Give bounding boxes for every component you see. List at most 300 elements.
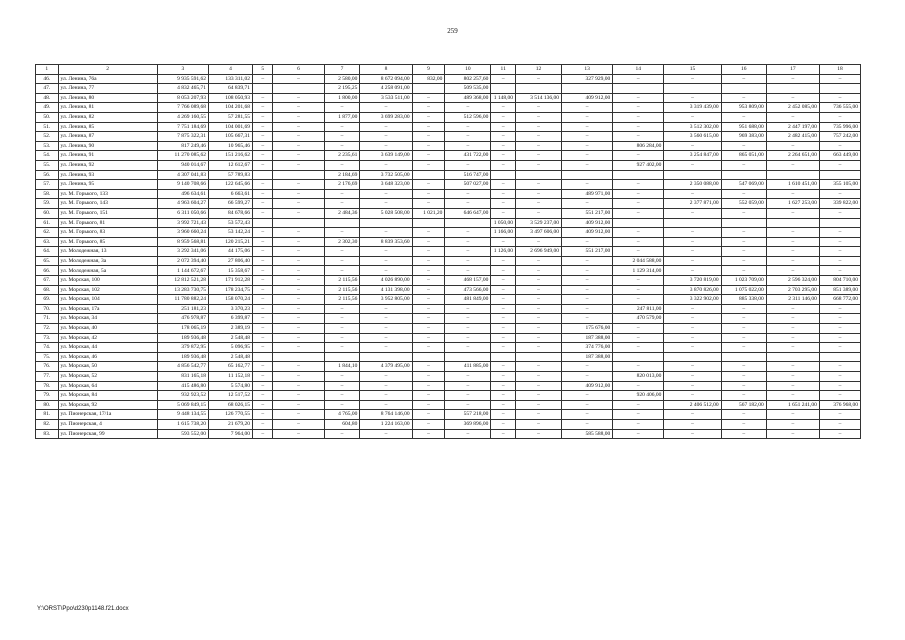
value-cell: – xyxy=(324,381,360,391)
value-cell: – xyxy=(664,237,721,247)
value-cell: 1 050,00 xyxy=(491,218,516,228)
value-cell: 468 157,00 xyxy=(445,276,491,286)
address-cell: ул. Ленина, 85 xyxy=(58,122,157,132)
value-cell: 2 311 146,00 xyxy=(766,295,819,305)
value-cell: 126 770,55 xyxy=(208,410,252,420)
value-cell: – xyxy=(252,160,272,170)
value-cell: – xyxy=(664,266,721,276)
value-cell: – xyxy=(273,151,324,161)
value-cell: – xyxy=(252,324,272,334)
value-cell: 133 311,02 xyxy=(208,74,252,84)
value-cell: 3 952 805,00 xyxy=(360,295,412,305)
value-cell: – xyxy=(360,381,412,391)
table-row xyxy=(36,381,861,391)
value-cell: – xyxy=(491,324,516,334)
value-cell: – xyxy=(412,256,445,266)
value-cell: 865 051,00 xyxy=(721,151,766,161)
value-cell: – xyxy=(412,228,445,238)
value-cell: – xyxy=(664,410,721,420)
value-cell xyxy=(515,170,561,180)
address-cell: ул. Морская, 102 xyxy=(58,285,157,295)
address-cell: ул. Морская, 44 xyxy=(58,343,157,353)
value-cell: – xyxy=(324,199,360,209)
value-cell: – xyxy=(491,103,516,113)
value-cell: 5 574,80 xyxy=(208,381,252,391)
value-cell: – xyxy=(664,362,721,372)
value-cell: – xyxy=(766,419,819,429)
value-cell: – xyxy=(664,208,721,218)
value-cell: – xyxy=(515,429,561,439)
value-cell: 108 050,93 xyxy=(208,93,252,103)
value-cell: – xyxy=(491,343,516,353)
address-cell: ул. Морская, 92 xyxy=(58,400,157,410)
value-cell: – xyxy=(252,112,272,122)
value-cell: – xyxy=(412,391,445,401)
value-cell: 251 181,23 xyxy=(157,304,208,314)
value-cell: 2 044 588,00 xyxy=(613,256,664,266)
value-cell: – xyxy=(324,391,360,401)
table-body xyxy=(36,74,861,439)
value-cell: 551 217,00 xyxy=(562,208,613,218)
value-cell: – xyxy=(273,160,324,170)
value-cell: – xyxy=(491,256,516,266)
value-cell: 355 105,00 xyxy=(819,180,860,190)
value-cell: – xyxy=(515,400,561,410)
value-cell: – xyxy=(360,228,412,238)
value-cell: – xyxy=(491,122,516,132)
value-cell: 551 217,00 xyxy=(562,247,613,257)
value-cell: – xyxy=(515,381,561,391)
value-cell: – xyxy=(515,208,561,218)
value-cell: – xyxy=(766,112,819,122)
column-header-18: 18 xyxy=(819,65,860,75)
value-cell: – xyxy=(273,304,324,314)
value-cell: 65 162,77 xyxy=(208,362,252,372)
value-cell: 552 059,00 xyxy=(721,199,766,209)
value-cell xyxy=(819,84,860,94)
value-cell: – xyxy=(562,132,613,142)
value-cell: – xyxy=(515,285,561,295)
value-cell: 1 129 314,00 xyxy=(613,266,664,276)
value-cell: 409 912,00 xyxy=(562,93,613,103)
value-cell: – xyxy=(252,372,272,382)
value-cell: – xyxy=(445,324,491,334)
value-cell: – xyxy=(766,410,819,420)
value-cell: – xyxy=(445,160,491,170)
value-cell: – xyxy=(721,372,766,382)
value-cell: – xyxy=(819,256,860,266)
value-cell xyxy=(412,84,445,94)
value-cell: – xyxy=(721,93,766,103)
value-cell: 2 696 949,00 xyxy=(515,247,561,257)
value-cell: – xyxy=(515,391,561,401)
value-cell: 4 258 091,00 xyxy=(360,84,412,94)
footer-file-path: Y:\ORST\Ppo\d230p1148.f21.docx xyxy=(37,606,129,612)
value-cell: – xyxy=(562,237,613,247)
value-cell: – xyxy=(273,122,324,132)
data-table-container xyxy=(35,64,861,439)
value-cell: – xyxy=(273,256,324,266)
value-cell: – xyxy=(721,189,766,199)
table-row xyxy=(36,160,861,170)
value-cell: – xyxy=(491,189,516,199)
value-cell: – xyxy=(360,160,412,170)
row-number-cell: 82. xyxy=(36,419,59,429)
address-cell: ул. Ленина, 90 xyxy=(58,141,157,151)
row-number-cell: 69. xyxy=(36,295,59,305)
row-number-cell: 59. xyxy=(36,199,59,209)
row-number-cell: 56. xyxy=(36,170,59,180)
value-cell: – xyxy=(562,112,613,122)
row-number-cell: 60. xyxy=(36,208,59,218)
value-cell: – xyxy=(664,228,721,238)
row-number-cell: 64. xyxy=(36,247,59,257)
value-cell: – xyxy=(613,199,664,209)
value-cell xyxy=(721,352,766,362)
value-cell: – xyxy=(252,295,272,305)
value-cell: 4 131 398,00 xyxy=(360,285,412,295)
value-cell: 927 402,00 xyxy=(613,160,664,170)
value-cell: – xyxy=(664,112,721,122)
value-cell: 122 645,66 xyxy=(208,180,252,190)
value-cell: – xyxy=(360,199,412,209)
value-cell: – xyxy=(562,372,613,382)
row-number-cell: 48. xyxy=(36,93,59,103)
value-cell: – xyxy=(515,237,561,247)
value-cell: 2 482 415,00 xyxy=(766,132,819,142)
value-cell: – xyxy=(412,160,445,170)
value-cell: – xyxy=(491,199,516,209)
column-header-9: 9 xyxy=(412,65,445,75)
value-cell: – xyxy=(252,304,272,314)
value-cell: – xyxy=(445,314,491,324)
row-number-cell: 71. xyxy=(36,314,59,324)
value-cell: 3 639 149,00 xyxy=(360,151,412,161)
value-cell: – xyxy=(515,103,561,113)
value-cell: – xyxy=(613,122,664,132)
value-cell: 6 311 050,66 xyxy=(157,208,208,218)
value-cell xyxy=(491,352,516,362)
row-number-cell: 83. xyxy=(36,429,59,439)
value-cell: – xyxy=(445,189,491,199)
value-cell: – xyxy=(324,372,360,382)
value-cell: 2 176,69 xyxy=(324,180,360,190)
row-number-cell: 61. xyxy=(36,218,59,228)
value-cell: 178 234,75 xyxy=(208,285,252,295)
value-cell: – xyxy=(360,304,412,314)
value-cell: – xyxy=(360,343,412,353)
value-cell xyxy=(766,170,819,180)
value-cell: – xyxy=(360,256,412,266)
column-header-5: 5 xyxy=(252,65,272,75)
value-cell: – xyxy=(273,391,324,401)
value-cell: – xyxy=(412,93,445,103)
value-cell: – xyxy=(273,314,324,324)
value-cell: 1 166,00 xyxy=(491,228,516,238)
value-cell: 932 923,52 xyxy=(157,391,208,401)
value-cell: – xyxy=(515,151,561,161)
value-cell: – xyxy=(273,333,324,343)
value-cell: – xyxy=(491,160,516,170)
value-cell: – xyxy=(252,228,272,238)
table-row xyxy=(36,276,861,286)
table-row xyxy=(36,324,861,334)
value-cell: – xyxy=(766,324,819,334)
value-cell: – xyxy=(491,391,516,401)
value-cell: – xyxy=(819,410,860,420)
value-cell: 3 992 721,43 xyxy=(157,218,208,228)
value-cell: – xyxy=(252,208,272,218)
value-cell: 1 023 709,00 xyxy=(721,276,766,286)
value-cell: – xyxy=(412,381,445,391)
value-cell: – xyxy=(445,228,491,238)
value-cell: 11 152,18 xyxy=(208,372,252,382)
value-cell xyxy=(252,84,272,94)
value-cell: – xyxy=(252,189,272,199)
value-cell: – xyxy=(360,247,412,257)
value-cell: – xyxy=(562,314,613,324)
value-cell: – xyxy=(491,141,516,151)
value-cell: 8 959 568,81 xyxy=(157,237,208,247)
address-cell: ул. Ленина, 87 xyxy=(58,132,157,142)
value-cell: – xyxy=(721,362,766,372)
table-row xyxy=(36,352,861,362)
value-cell: 178 065,19 xyxy=(157,324,208,334)
value-cell: 415 486,80 xyxy=(157,381,208,391)
value-cell: – xyxy=(515,372,561,382)
row-number-cell: 74. xyxy=(36,343,59,353)
value-cell: – xyxy=(562,141,613,151)
value-cell: – xyxy=(819,208,860,218)
table-row xyxy=(36,228,861,238)
value-cell: – xyxy=(491,237,516,247)
value-cell: – xyxy=(273,93,324,103)
value-cell: – xyxy=(445,333,491,343)
value-cell: – xyxy=(412,410,445,420)
table-row xyxy=(36,141,861,151)
value-cell: 8 764 146,00 xyxy=(360,410,412,420)
value-cell: 409 912,00 xyxy=(562,228,613,238)
value-cell: – xyxy=(721,208,766,218)
value-cell: – xyxy=(412,199,445,209)
value-cell: – xyxy=(562,419,613,429)
value-cell: 3 732 505,00 xyxy=(360,170,412,180)
value-cell: – xyxy=(412,419,445,429)
value-cell: 15 358,67 xyxy=(208,266,252,276)
value-cell: – xyxy=(491,266,516,276)
value-cell: 470 579,00 xyxy=(613,314,664,324)
value-cell: – xyxy=(324,256,360,266)
value-cell: 757 242,00 xyxy=(819,132,860,142)
row-number-cell: 62. xyxy=(36,228,59,238)
value-cell: 2 195,25 xyxy=(324,84,360,94)
value-cell: – xyxy=(819,141,860,151)
value-cell: 2 235,61 xyxy=(324,151,360,161)
table-row xyxy=(36,419,861,429)
value-cell: – xyxy=(252,132,272,142)
value-cell: 885 338,00 xyxy=(721,295,766,305)
value-cell: – xyxy=(252,103,272,113)
value-cell: – xyxy=(819,419,860,429)
value-cell: – xyxy=(324,324,360,334)
value-cell: – xyxy=(412,314,445,324)
value-cell: – xyxy=(613,324,664,334)
address-cell: ул. Морская, 52 xyxy=(58,372,157,382)
value-cell: – xyxy=(515,122,561,132)
value-cell: – xyxy=(766,266,819,276)
address-cell: ул. Морская, 104 xyxy=(58,295,157,305)
value-cell xyxy=(766,352,819,362)
value-cell: 817 249,46 xyxy=(157,141,208,151)
value-cell: – xyxy=(613,237,664,247)
value-cell: 175 676,00 xyxy=(562,324,613,334)
value-cell xyxy=(613,84,664,94)
value-cell: 9 140 708,66 xyxy=(157,180,208,190)
value-cell: – xyxy=(819,372,860,382)
value-cell: – xyxy=(324,429,360,439)
table-row xyxy=(36,247,861,257)
value-cell: – xyxy=(324,141,360,151)
value-cell: 3 960 660,24 xyxy=(157,228,208,238)
value-cell: – xyxy=(721,324,766,334)
value-cell: – xyxy=(562,151,613,161)
value-cell xyxy=(273,84,324,94)
value-cell: 57 281,55 xyxy=(208,112,252,122)
address-cell: ул. Морская, 100 xyxy=(58,276,157,286)
value-cell: – xyxy=(766,74,819,84)
value-cell: – xyxy=(360,103,412,113)
value-cell: – xyxy=(819,237,860,247)
value-cell: 920 406,00 xyxy=(613,391,664,401)
value-cell: – xyxy=(819,112,860,122)
address-cell: ул. Ленина, 95 xyxy=(58,180,157,190)
value-cell xyxy=(252,218,272,228)
value-cell: 12 612,67 xyxy=(208,160,252,170)
column-header-2: 2 xyxy=(58,65,157,75)
value-cell: 512 596,00 xyxy=(445,112,491,122)
table-row xyxy=(36,218,861,228)
value-cell: 804 710,00 xyxy=(819,276,860,286)
value-cell: 2 484,36 xyxy=(324,208,360,218)
value-cell: – xyxy=(766,256,819,266)
value-cell: – xyxy=(664,419,721,429)
value-cell: 1 075 022,00 xyxy=(721,285,766,295)
value-cell: – xyxy=(324,314,360,324)
value-cell: – xyxy=(491,208,516,218)
value-cell: – xyxy=(412,304,445,314)
address-cell: ул. Пионерская, 17/1а xyxy=(58,410,157,420)
value-cell: 3 254 847,00 xyxy=(664,151,721,161)
value-cell: – xyxy=(360,324,412,334)
value-cell: 646 647,00 xyxy=(445,208,491,218)
value-cell: – xyxy=(252,93,272,103)
value-cell: – xyxy=(445,199,491,209)
value-cell: – xyxy=(819,429,860,439)
table-row xyxy=(36,122,861,132)
value-cell: 339 822,00 xyxy=(819,199,860,209)
row-number-cell: 76. xyxy=(36,362,59,372)
value-cell: 663 449,00 xyxy=(819,151,860,161)
value-cell: – xyxy=(412,285,445,295)
value-cell xyxy=(562,84,613,94)
value-cell: – xyxy=(819,333,860,343)
value-cell: 1 800,00 xyxy=(324,93,360,103)
value-cell: – xyxy=(324,132,360,142)
value-cell: 831 165,18 xyxy=(157,372,208,382)
value-cell: 21 679,20 xyxy=(208,419,252,429)
address-cell: ул. Ленина, 91 xyxy=(58,151,157,161)
value-cell: – xyxy=(562,122,613,132)
value-cell: 2 447 197,00 xyxy=(766,122,819,132)
column-header-6: 6 xyxy=(273,65,324,75)
address-cell: ул. Ленина, 80 xyxy=(58,93,157,103)
value-cell: – xyxy=(412,103,445,113)
value-cell: 3 514 136,00 xyxy=(515,93,561,103)
value-cell: 409 912,00 xyxy=(562,218,613,228)
value-cell: 11 780 882,24 xyxy=(157,295,208,305)
value-cell: – xyxy=(515,333,561,343)
value-cell: 4 379 495,00 xyxy=(360,362,412,372)
value-cell: – xyxy=(445,132,491,142)
value-cell: 3 512 302,00 xyxy=(664,122,721,132)
address-cell: ул. Ленина, 77 xyxy=(58,84,157,94)
value-cell: 585 588,00 xyxy=(562,429,613,439)
value-cell: 10 965,46 xyxy=(208,141,252,151)
value-cell: – xyxy=(273,410,324,420)
value-cell: – xyxy=(613,180,664,190)
value-cell xyxy=(819,352,860,362)
value-cell: – xyxy=(613,103,664,113)
table-row xyxy=(36,237,861,247)
value-cell xyxy=(664,352,721,362)
value-cell xyxy=(324,352,360,362)
value-cell: 1 844,10 xyxy=(324,362,360,372)
value-cell: 3 370,23 xyxy=(208,304,252,314)
value-cell: – xyxy=(324,400,360,410)
value-cell: 951 688,00 xyxy=(721,122,766,132)
row-number-cell: 53. xyxy=(36,141,59,151)
value-cell: – xyxy=(252,247,272,257)
row-number-cell: 78. xyxy=(36,381,59,391)
value-cell: 2 115,56 xyxy=(324,295,360,305)
value-cell: 7 751 184,69 xyxy=(157,122,208,132)
value-cell: – xyxy=(273,295,324,305)
address-cell: ул. Молодежная, 3а xyxy=(58,256,157,266)
value-cell xyxy=(766,84,819,94)
value-cell xyxy=(721,170,766,180)
address-cell: ул. Ленина, 76а xyxy=(58,74,157,84)
value-cell: – xyxy=(412,141,445,151)
value-cell: – xyxy=(515,180,561,190)
value-cell: – xyxy=(613,343,664,353)
value-cell: 187 388,00 xyxy=(562,333,613,343)
table-row xyxy=(36,285,861,295)
value-cell: 2 580,00 xyxy=(324,74,360,84)
value-cell: – xyxy=(562,400,613,410)
value-cell: – xyxy=(273,419,324,429)
value-cell: – xyxy=(819,362,860,372)
value-cell: 2 452 085,00 xyxy=(766,103,819,113)
value-cell xyxy=(515,352,561,362)
column-header-10: 10 xyxy=(445,65,491,75)
row-number-cell: 58. xyxy=(36,189,59,199)
value-cell: – xyxy=(412,295,445,305)
value-cell: – xyxy=(766,160,819,170)
value-cell: – xyxy=(412,151,445,161)
value-cell: – xyxy=(562,276,613,286)
row-number-cell: 63. xyxy=(36,237,59,247)
table-row xyxy=(36,256,861,266)
